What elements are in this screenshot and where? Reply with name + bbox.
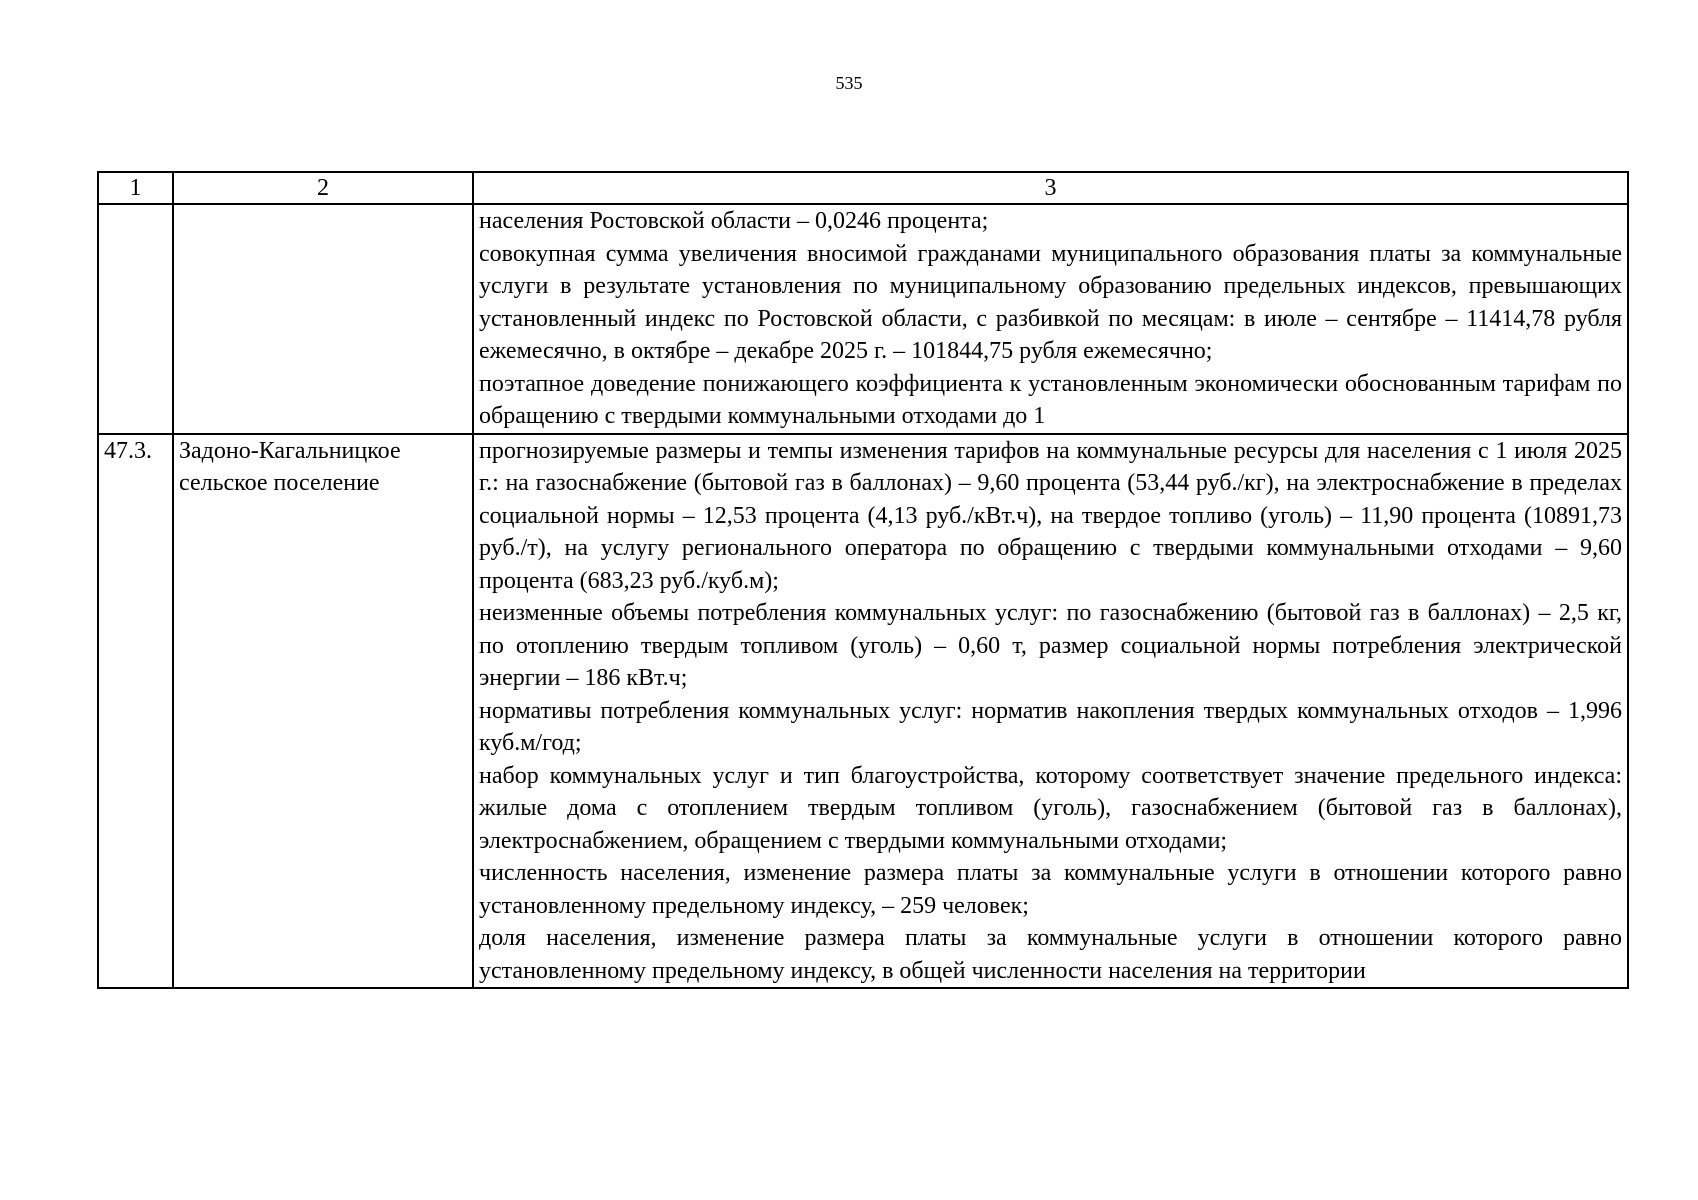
indicator-paragraph: населения Ростовской области – 0,0246 процента; xyxy=(479,208,989,234)
table-header-row xyxy=(98,172,1628,204)
indicator-paragraph: неизменные объемы потребления коммунальных услуг: по газоснабжению (бытовой газ в баллонах) – 2,5 кг, по отоплению твердым топливом (уголь) – 0,60 т, размер социальной нормы потребления электрической энергии – 186 кВт.ч; xyxy=(479,600,1622,691)
indicator-paragraph: нормативы потребления коммунальных услуг: норматив накопления твердых коммунальных отходов – 1,996 куб.м/год; xyxy=(479,697,1622,756)
tariff-table xyxy=(97,171,1629,989)
table-row xyxy=(98,434,1628,989)
indicator-paragraph: совокупная сумма увеличения вносимой гражданами муниципального образования платы за коммунальные услуги в результате установления по муниципальному образованию предельных индексов, превышающих установленный индекс по Ростовской области, с разбивкой по месяцам: в июле – сентябре – 11414,78 рубля ежемесячно, в октябре – декабре 2025 г. – 101844,75 рубля ежемесячно; xyxy=(479,240,1622,364)
municipality-name-cell: Задоно-Кагальницкое сельское поселение xyxy=(173,434,473,989)
row-number-cell: 47.3. xyxy=(98,434,173,989)
municipality-name-cell xyxy=(173,204,473,434)
indicators-cell xyxy=(473,434,1628,989)
table-row xyxy=(98,204,1628,434)
page-number: 535 xyxy=(835,73,863,93)
indicator-paragraph: доля населения, изменение размера платы за коммунальные услуги в отношении которого равно установленному предельному индексу, в общей численности населения на территории xyxy=(479,925,1622,984)
indicators-cell xyxy=(473,204,1628,434)
column-header-3: 3 xyxy=(473,172,1628,204)
row-number-cell xyxy=(98,204,173,434)
indicator-paragraph: численность населения, изменение размера платы за коммунальные услуги в отношении которого равно установленному предельному индексу, – 259 человек; xyxy=(479,860,1622,919)
indicator-paragraph: поэтапное доведение понижающего коэффициента к установленным экономически обоснованным тарифам по обращению с твердыми коммунальными отходами до 1 xyxy=(479,370,1622,429)
indicator-paragraph: прогнозируемые размеры и темпы изменения тарифов на коммунальные ресурсы для населения с 1 июля 2025 г.: на газоснабжение (бытовой газ в баллонах) – 9,60 процента (53,44 руб./кг), на электроснабжение в пределах социальной нормы – 12,53 процента (4,13 руб./кВт.ч), на твердое топливо (уголь) – 11,90 процента (10891,73 руб./т), на услугу регионального оператора по обращению с твердыми коммунальными отходами – 9,60 процента (683,23 руб./куб.м); xyxy=(479,437,1622,594)
column-header-1: 1 xyxy=(98,172,173,204)
column-header-2: 2 xyxy=(173,172,473,204)
indicator-paragraph: набор коммунальных услуг и тип благоустройства, которому соответствует значение предельного индекса: жилые дома с отоплением твердым топливом (уголь), газоснабжением (бытовой газ в баллонах), электроснабжением, обращением с твердыми коммунальными отходами; xyxy=(479,762,1622,854)
